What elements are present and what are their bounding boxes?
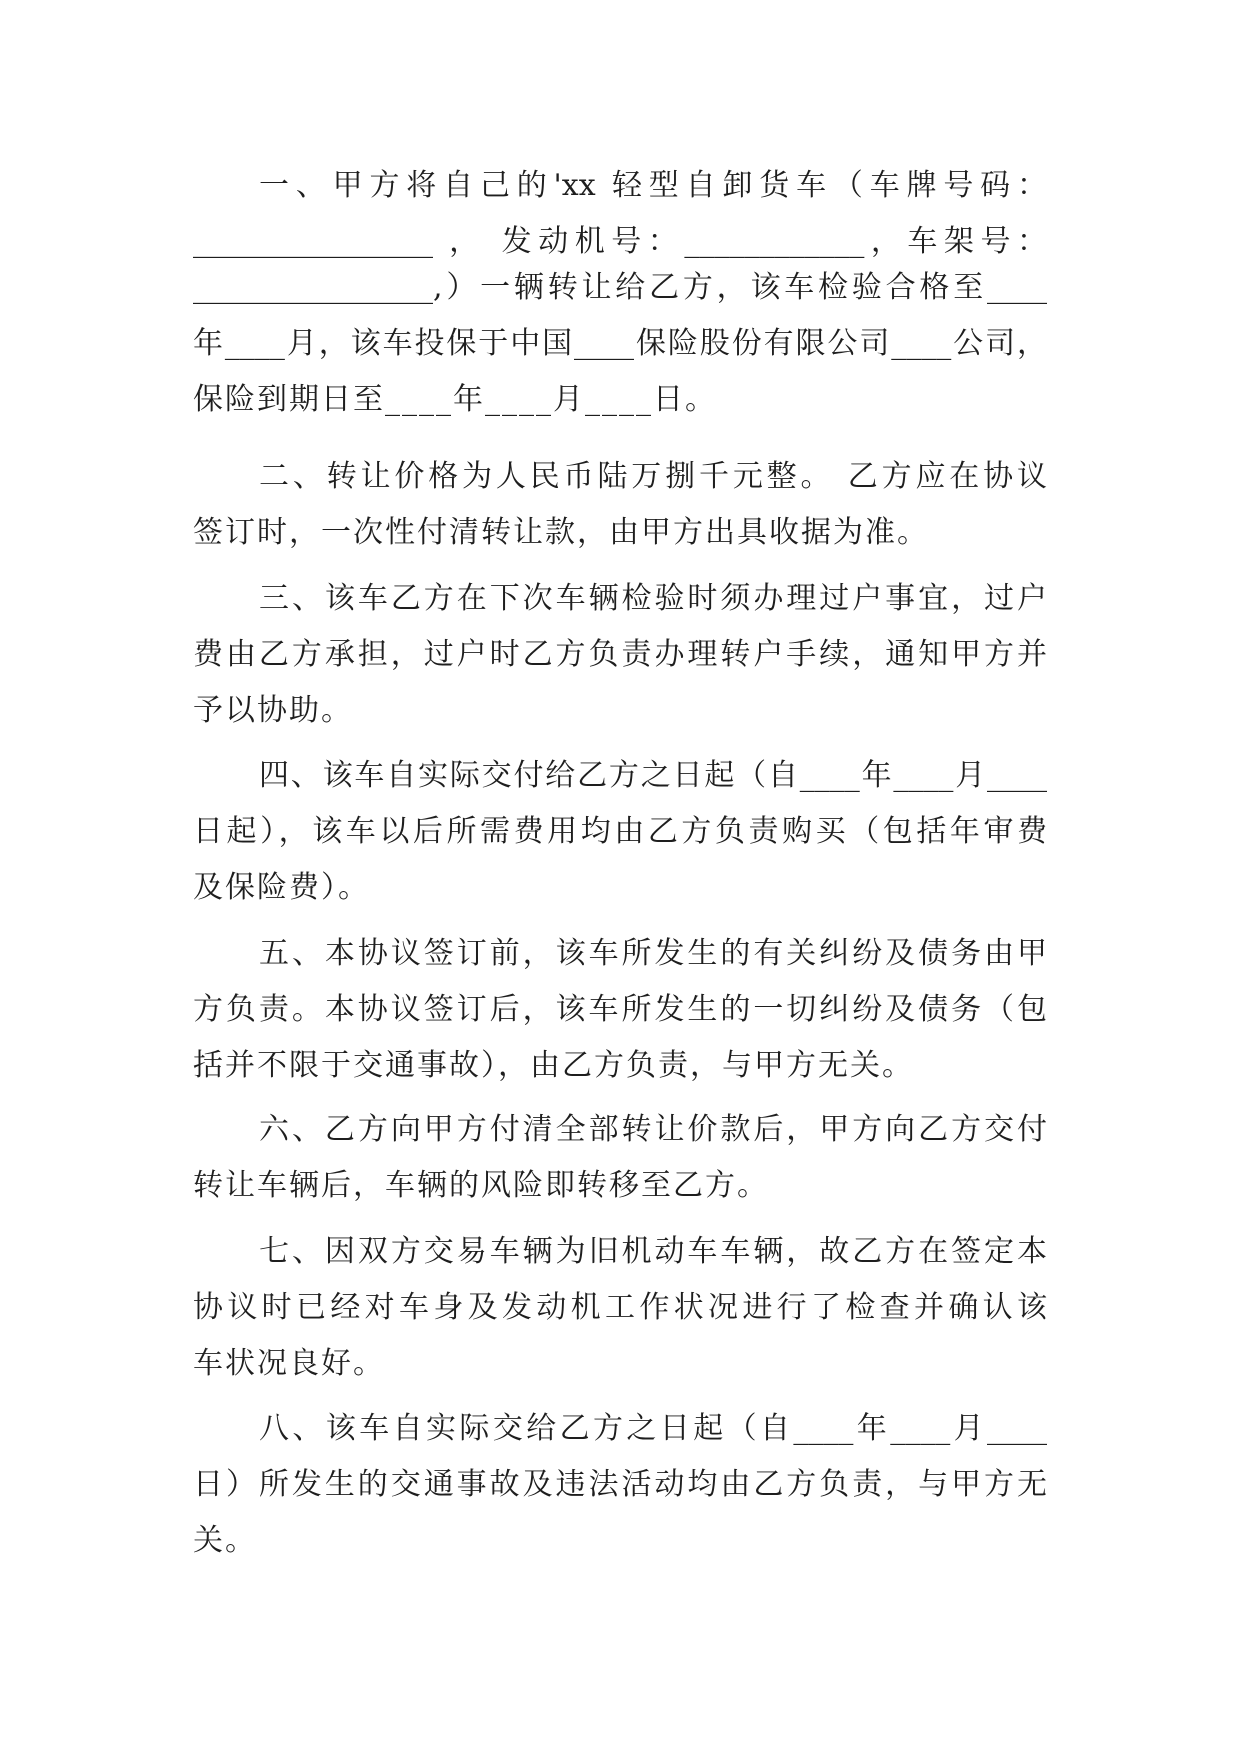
clause-1-line-1: 一、甲方将自己的'xx 轻型自卸货车（车牌号码：	[259, 168, 1047, 203]
clause-3-line-2: 费由乙方承担，过户时乙方负责办理转户手续，通知甲方并	[193, 637, 1047, 672]
clause-4-line-2: 日起），该车以后所需费用均由乙方负责购买（包括年审费	[193, 814, 1047, 849]
clause-5-line-1: 五、本协议签订前，该车所发生的有关纠纷及债务由甲	[259, 936, 1047, 971]
clause-3-line-3: 予以协助。	[193, 693, 353, 728]
clause-2-line-2: 签订时，一次性付清转让款，由甲方出具收据为准。	[193, 515, 929, 550]
clause-8-line-2: 日）所发生的交通事故及违法活动均由乙方负责，与甲方无	[193, 1467, 1047, 1502]
clause-4-line-1: 四、该车自实际交付给乙方之日起（自____年____月____	[259, 758, 1047, 793]
clause-8-line-3: 关。	[193, 1523, 257, 1558]
clause-6-line-1: 六、乙方向甲方付清全部转让价款后，甲方向乙方交付	[259, 1112, 1047, 1147]
clause-7-line-2: 协议时已经对车身及发动机工作状况进行了检查并确认该	[193, 1290, 1047, 1325]
clause-1-line-4: 年____月，该车投保于中国____保险股份有限公司____公司，	[193, 326, 1047, 361]
clause-7-line-3: 车状况良好。	[193, 1346, 385, 1381]
clause-5-line-2: 方负责。本协议签订后，该车所发生的一切纠纷及债务（包	[193, 992, 1047, 1027]
clause-6-line-2: 转让车辆后，车辆的风险即转移至乙方。	[193, 1168, 769, 1203]
clause-1-line-2: ________________ ， 发动机号：____________，车架号：	[193, 224, 1047, 259]
clause-2-line-1: 二、转让价格为人民币陆万捌千元整。 乙方应在协议	[259, 459, 1047, 494]
clause-4-line-3: 及保险费）。	[193, 870, 370, 905]
clause-7-line-1: 七、因双方交易车辆为旧机动车车辆，故乙方在签定本	[259, 1234, 1047, 1269]
clause-5-line-3: 括并不限于交通事故），由乙方负责，与甲方无关。	[193, 1048, 914, 1083]
clause-8-line-1: 八、该车自实际交给乙方之日起（自____年____月____	[259, 1411, 1047, 1446]
clause-3-line-1: 三、该车乙方在下次车辆检验时须办理过户事宜，过户	[259, 581, 1047, 616]
clause-1-line-5: 保险到期日至____年____月____日。	[193, 382, 717, 417]
clause-1-line-3: ________________,）一辆转让给乙方，该车检验合格至____	[193, 270, 1047, 305]
